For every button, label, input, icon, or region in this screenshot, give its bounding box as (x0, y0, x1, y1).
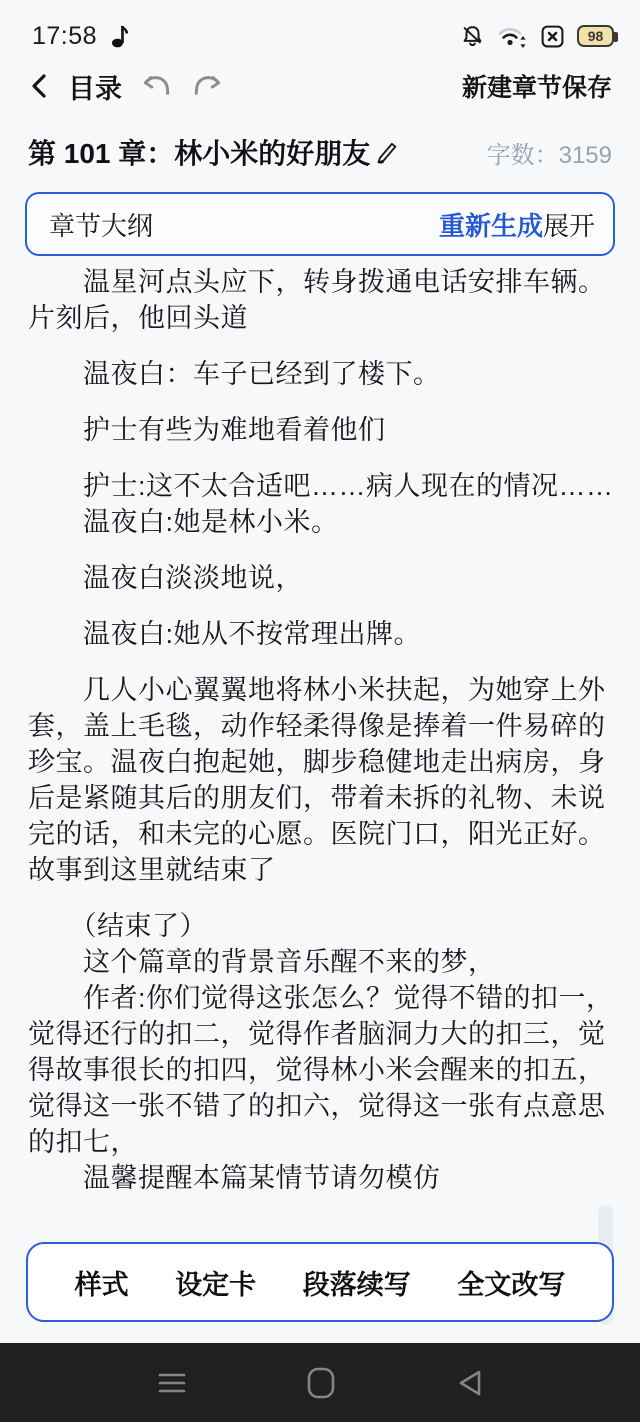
text-line[interactable]: 完的话，和未完的心愿。医院门口，阳光正好。 (28, 819, 606, 849)
text-line[interactable] (28, 448, 614, 468)
back-icon[interactable] (28, 71, 52, 101)
text-line[interactable]: 觉得这一张不错了的扣六，觉得这一张有点意思 (28, 1091, 606, 1121)
text-line[interactable]: 护士:这不太合适吧……病人现在的情况…… (28, 471, 614, 501)
text-line[interactable]: 这个篇章的背景音乐醒不来的梦， (28, 947, 496, 977)
recent-apps-icon[interactable] (157, 1371, 187, 1395)
music-note-icon (111, 23, 131, 49)
text-line[interactable]: 护士有些为难地看着他们 (28, 415, 386, 445)
text-line[interactable]: 套，盖上毛毯，动作轻柔得像是捧着一件易碎的 (28, 711, 606, 741)
text-line[interactable] (28, 336, 614, 356)
word-count: 字数：3159 (486, 141, 612, 169)
text-line[interactable]: 作者:你们觉得这张怎么？觉得不错的扣一， (28, 983, 614, 1013)
outline-label: 章节大纲 (49, 210, 154, 241)
text-line[interactable]: 觉得还行的扣二，觉得作者脑洞力大的扣三，觉 (28, 1019, 606, 1049)
text-line[interactable] (28, 652, 614, 672)
android-nav-bar (0, 1343, 640, 1422)
directory-button[interactable]: 目录 (68, 73, 122, 104)
bottom-toolbar (26, 1242, 614, 1322)
text-line[interactable]: 温夜白:她从不按常理出牌。 (28, 619, 422, 649)
clock: 17:58 (32, 21, 98, 50)
text-line[interactable] (28, 888, 614, 908)
text-line[interactable]: 故事到这里就结束了 (28, 855, 276, 885)
battery-percent: 98 (587, 28, 604, 44)
chapter-title-row (0, 132, 640, 172)
expand-button[interactable]: 展开 (542, 210, 595, 241)
text-line[interactable]: 得故事很长的扣四，觉得林小米会醒来的扣五， (28, 1055, 606, 1085)
outline-box (25, 192, 615, 256)
wifi-icon (497, 24, 528, 49)
text-line[interactable] (28, 596, 614, 616)
redo-icon[interactable] (190, 72, 226, 100)
sim-missing-icon (540, 24, 565, 49)
toolbar-button-paragraph-continue[interactable]: 段落续写 (302, 1269, 411, 1300)
battery-nub (614, 32, 618, 42)
status-bar (0, 0, 640, 58)
text-line[interactable] (28, 540, 614, 560)
editor-body[interactable] (0, 256, 640, 1196)
text-line[interactable]: 温夜白淡淡地说， (28, 563, 303, 593)
bell-muted-icon (460, 24, 485, 49)
new-chapter-button[interactable]: 新建章节 (461, 74, 562, 102)
text-line[interactable] (28, 392, 614, 412)
text-line[interactable]: 温夜白:她是林小米。 (28, 507, 339, 537)
text-line[interactable]: 后是紧随其后的朋友们，带着未拆的礼物、未说 (28, 783, 606, 813)
home-icon[interactable] (307, 1367, 335, 1399)
undo-icon[interactable] (138, 72, 174, 100)
text-line[interactable]: （结束了） (28, 911, 207, 941)
text-line[interactable]: 几人小心翼翼地将林小米扶起，为她穿上外 (28, 675, 606, 705)
text-line[interactable]: 的扣七， (28, 1127, 138, 1157)
toolbar-button-setting-card[interactable]: 设定卡 (175, 1269, 257, 1300)
edit-pencil-icon[interactable] (374, 139, 400, 165)
nav-bar (0, 58, 640, 114)
text-line[interactable]: 温馨提醒本篇某情节请勿模仿 (28, 1163, 441, 1193)
text-line[interactable]: 片刻后，他回头道 (28, 303, 248, 333)
android-back-icon[interactable] (455, 1368, 483, 1398)
text-line[interactable]: 珍宝。温夜白抱起她，脚步稳健地走出病房，身 (28, 747, 606, 777)
save-button[interactable]: 保存 (561, 74, 612, 102)
toolbar-button-style[interactable]: 样式 (74, 1269, 129, 1300)
regenerate-button[interactable]: 重新生成 (438, 210, 543, 241)
text-line[interactable]: 温星河点头应下，转身拨通电话安排车辆。 (28, 267, 606, 297)
chapter-title[interactable]: 第 101 章：林小米的好朋友 (28, 138, 371, 169)
battery-icon (577, 25, 614, 47)
text-line[interactable]: 温夜白：车子已经到了楼下。 (28, 359, 441, 389)
toolbar-button-full-rewrite[interactable]: 全文改写 (457, 1269, 566, 1300)
